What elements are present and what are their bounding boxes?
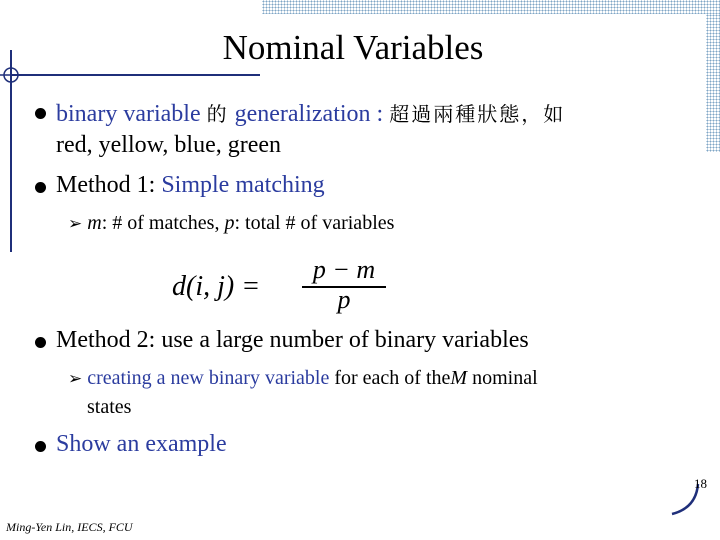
- sub-text-2: : total # of variables: [234, 212, 395, 234]
- bullet-2-label: Method 1:: [56, 172, 156, 198]
- arrow-bullet-icon: ➢: [68, 214, 83, 234]
- slide-title: Nominal Variables: [222, 28, 484, 67]
- formula-numerator: p − m: [312, 255, 376, 284]
- decorative-dot-side: [706, 14, 720, 152]
- var-m: m: [87, 212, 102, 234]
- formula-lhs: d(i, j) =: [172, 271, 261, 302]
- bullet-2-subitem: [68, 212, 394, 235]
- bullet-dot: [35, 182, 46, 193]
- sub-end-text: nominal: [472, 367, 538, 389]
- sub-text-1: : # of matches,: [101, 212, 220, 234]
- bullet-1-line-2: red, yellow, blue, green: [56, 132, 282, 158]
- page-number: 18: [694, 476, 707, 491]
- bullet-1-term-2: generalization :: [234, 101, 384, 127]
- var-p: p: [224, 212, 235, 234]
- bullet-1-line-1: [56, 98, 565, 128]
- bullet-dot: [35, 441, 46, 452]
- bullet-1-term: binary variable: [56, 101, 201, 127]
- bullet-dot: [35, 108, 46, 119]
- decorative-dot-band: [262, 0, 720, 14]
- sub-blue-text: creating a new binary variable: [87, 367, 330, 389]
- bullet-2-method: Simple matching: [161, 172, 325, 198]
- arrow-bullet-icon: ➢: [68, 369, 83, 389]
- distance-formula: [172, 255, 392, 317]
- bullet-1-cjk-particle: 的: [206, 102, 229, 126]
- sub-black-text: for each of the: [334, 367, 451, 389]
- bullet-3-subitem: [68, 367, 538, 390]
- bullet-dot: [35, 337, 46, 348]
- footer-author: Ming-Yen Lin, IECS, FCU: [6, 520, 133, 534]
- formula-denominator: p: [337, 285, 351, 314]
- bullet-3-text: Method 2: use a large number of binary variables: [56, 327, 529, 353]
- bullet-4-text: Show an example: [56, 431, 227, 457]
- var-M: M: [450, 367, 468, 389]
- bullet-1-cjk-text: 超過兩種狀態，如: [389, 102, 566, 126]
- title-underline-rule: [10, 74, 260, 76]
- bullet-2-text: [56, 172, 325, 199]
- bullet-3-subitem-line-2: states: [87, 396, 132, 418]
